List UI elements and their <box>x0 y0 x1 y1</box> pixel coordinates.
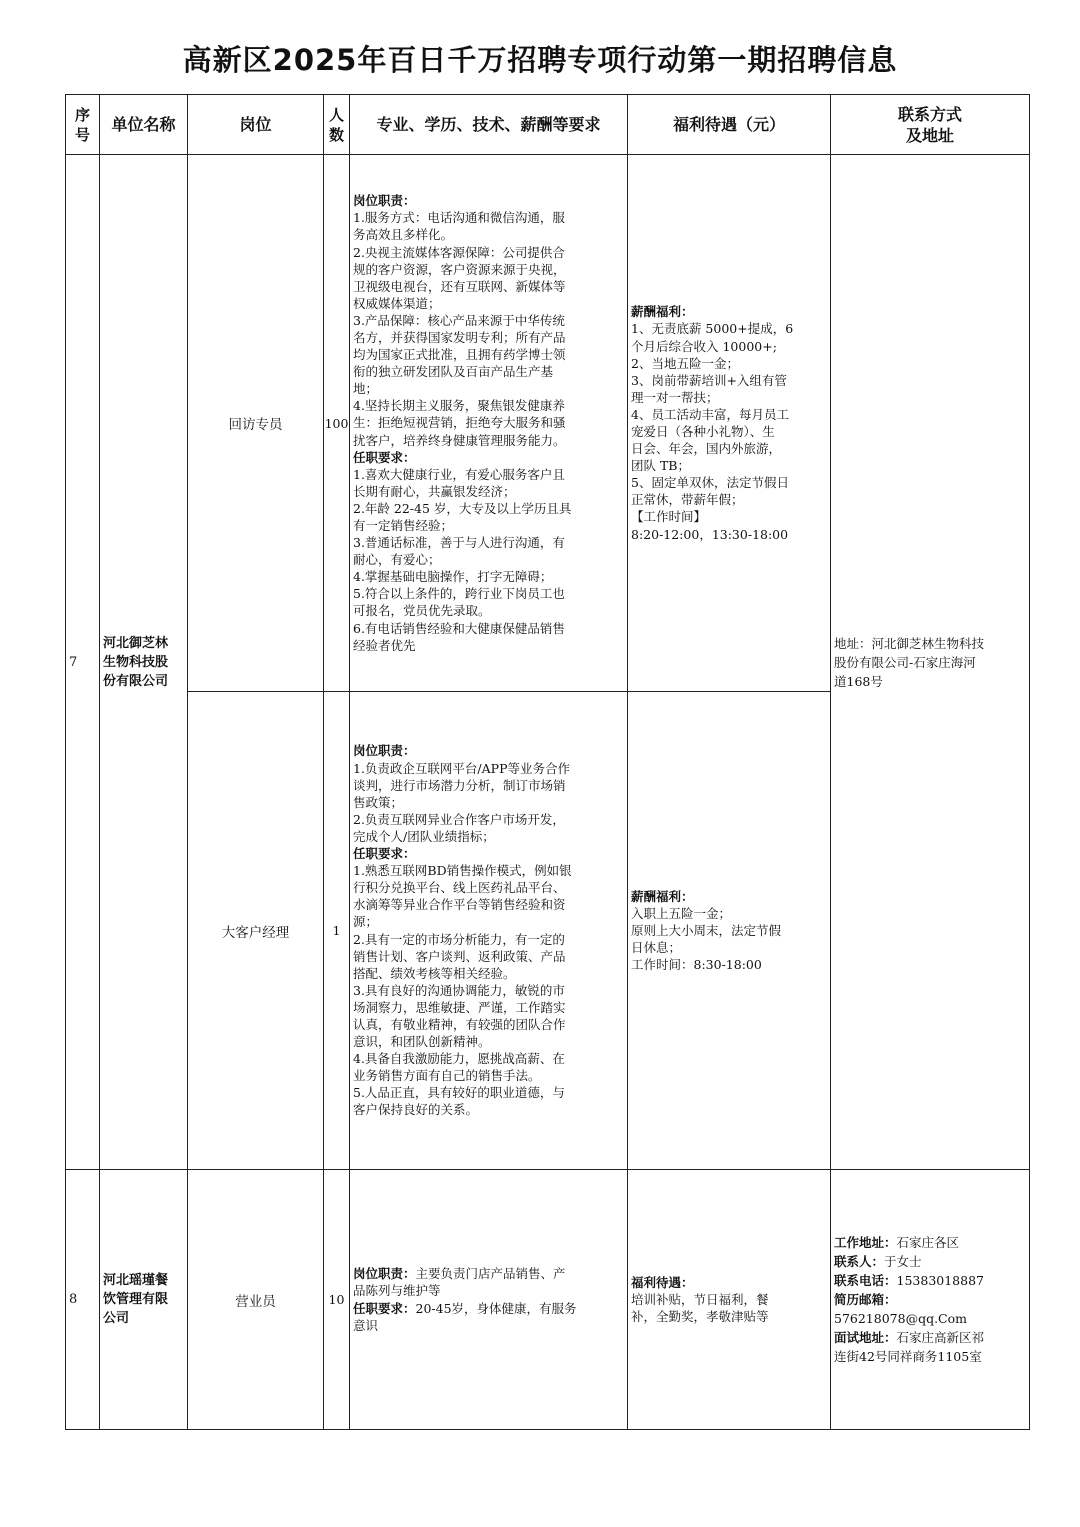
text-line: 个月后综合收入 10000+; <box>631 338 777 354</box>
interview-address-label: 面试地址： <box>834 1330 897 1345</box>
text-line: 正常休，带薪年假； <box>631 492 744 508</box>
text-line: 意识 <box>353 1317 379 1333</box>
position-title: 营业员 <box>188 1170 324 1430</box>
benefits-text <box>628 1170 831 1430</box>
text-line: 名方，并获得国家发明专利；所有产品 <box>353 329 566 345</box>
text-line: 任职要求：20-45岁，身体健康，有服务 <box>353 1300 577 1316</box>
text-line: 经验者优先 <box>353 637 416 653</box>
text-line: 任职要求： <box>353 846 416 862</box>
benefits-text <box>628 155 831 692</box>
text-line: 4.掌握基础电脑操作，打字无障碍； <box>353 569 553 585</box>
text-line: 意识，和团队创新精神。 <box>353 1034 491 1050</box>
position-count: 10 <box>324 1170 350 1430</box>
text-line: 3、岗前带薪培训+入组有管 <box>631 372 787 388</box>
text-line: 耐心，有爱心； <box>353 552 441 568</box>
text-line: 日休息； <box>631 940 682 956</box>
header-count: 人 数 <box>324 95 350 155</box>
requirements-text <box>350 155 628 692</box>
company-name: 河北瑶瑾餐 饮管理有限 公司 <box>100 1170 188 1430</box>
text-line: 5、固定单双休，法定节假日 <box>631 475 789 491</box>
contact-person-label: 联系人： <box>834 1254 885 1269</box>
header-row <box>66 95 1030 155</box>
requirements-text <box>350 692 628 1170</box>
text-line: 长期有耐心，共赢银发经济； <box>353 483 516 499</box>
text-line: 认真，有敬业精神，有较强的团队合作 <box>353 1016 566 1032</box>
position-title: 回访专员 <box>188 155 324 692</box>
text-line: 5.符合以上条件的，跨行业下岗员工也 <box>353 586 565 602</box>
text-line: 2.年龄 22-45 岁，大专及以上学历且具 <box>353 500 572 516</box>
header-position: 岗位 <box>188 95 324 155</box>
table-row <box>66 155 1030 692</box>
text-line: 2.负责互联网异业合作客户市场开发， <box>353 811 565 827</box>
text-line: 有一定销售经验； <box>353 518 454 534</box>
text-line: 理一对一帮扶； <box>631 389 719 405</box>
text-line: 地； <box>353 381 379 397</box>
interview-address-line: 连街42号同祥商务1105室 <box>834 1349 982 1364</box>
row-seq: 8 <box>66 1170 100 1430</box>
position-count: 100 <box>324 155 350 692</box>
text-line: 6.有电话销售经验和大健康保健品销售 <box>353 620 565 636</box>
text-line: 【工作时间】 <box>631 509 707 525</box>
text-line: 薪酬福利： <box>631 304 694 320</box>
text-line: 1.服务方式：电话沟通和微信沟通，服 <box>353 210 565 226</box>
text-line: 入职上五险一金； <box>631 905 732 921</box>
work-address-label: 工作地址： <box>834 1235 897 1250</box>
text-line: 1.熟悉互联网BD销售操作模式，例如银 <box>353 863 572 879</box>
text-line: 宠爱日（各种小礼物）、生 <box>631 424 775 439</box>
email-address: 576218078@qq.Com <box>834 1311 967 1326</box>
table-row <box>66 1170 1030 1430</box>
text-line: 均为国家正式批准，且拥有药学博士领 <box>353 347 566 363</box>
text-line: 日会、年会，国内外旅游， <box>631 441 782 457</box>
text-line: 1、无责底薪 5000+提成，6 <box>631 321 794 337</box>
benefits-text <box>628 692 831 1170</box>
text-line: 扰客户，培养终身健康管理服务能力。 <box>353 432 566 448</box>
text-line: 5.人品正直，具有较好的职业道德，与 <box>353 1085 565 1101</box>
interview-address-line: 石家庄高新区祁 <box>896 1330 985 1345</box>
header-contact: 联系方式 及地址 <box>831 95 1030 155</box>
text-line: 销售计划、客户谈判、返利政策、产品 <box>353 948 566 964</box>
text-line: 薪酬福利： <box>631 888 694 904</box>
text-line: 卫视级电视台，还有互联网、新媒体等 <box>353 278 566 294</box>
text-line: 行积分兑换平台、线上医药礼品平台、 <box>353 880 566 896</box>
text-line: 2.具有一定的市场分析能力，有一定的 <box>353 931 565 947</box>
text-line: 务高效且多样化。 <box>353 227 454 243</box>
text-line: 8:20-12:00，13:30-18:00 <box>631 526 789 542</box>
company-address: 地址：河北御芝林生物科技 股份有限公司-石家庄海河 道168号 <box>831 155 1030 1170</box>
text-line: 3.普通话标准，善于与人进行沟通，有 <box>353 535 565 551</box>
text-line: 3.具有良好的沟通协调能力，敏锐的市 <box>353 982 565 998</box>
text-line: 品陈列与维护等 <box>353 1283 441 1299</box>
text-line: 4.具备自我激励能力，愿挑战高薪、在 <box>353 1051 565 1067</box>
text-line: 2.央视主流媒体客源保障：公司提供合 <box>353 244 565 260</box>
position-title: 大客户经理 <box>188 692 324 1170</box>
text-line: 岗位职责： <box>353 743 416 759</box>
row-seq: 7 <box>66 155 100 1170</box>
text-line: 客户保持良好的关系。 <box>353 1102 479 1118</box>
text-line: 水滴筹等异业合作平台等销售经验和资 <box>353 897 566 913</box>
text-line: 衔的独立研发团队及百亩产品生产基 <box>353 364 554 380</box>
text-line: 源； <box>353 914 379 930</box>
email-label: 简历邮箱： <box>834 1292 897 1307</box>
header-requirements: 专业、学历、技术、薪酬等要求 <box>350 95 628 155</box>
contact-info <box>831 1170 1030 1430</box>
text-line: 4、员工活动丰富，每月员工 <box>631 406 789 422</box>
requirements-text <box>350 1170 628 1430</box>
page-title: 高新区2025年百日千万招聘专项行动第一期招聘信息 <box>182 43 898 77</box>
header-benefits: 福利待遇（元） <box>628 95 831 155</box>
text-line: 团队 TB； <box>631 458 690 474</box>
text-line: 生：拒绝短视营销，拒绝夸大服务和骚 <box>353 415 566 431</box>
text-line: 场洞察力，思维敏捷、严谨，工作踏实 <box>353 999 566 1015</box>
text-line: 岗位职责：主要负责门店产品销售、产 <box>353 1266 566 1282</box>
text-line: 岗位职责： <box>353 193 416 209</box>
work-address: 石家庄各区 <box>896 1235 960 1250</box>
text-line: 1.喜欢大健康行业，有爱心服务客户且 <box>353 466 565 482</box>
text-line: 补，全勤奖，孝敬津贴等 <box>631 1309 769 1325</box>
text-line: 规的客户资源，客户资源来源于央视， <box>353 261 566 277</box>
text-line: 原则上大小周末，法定节假 <box>631 922 782 938</box>
text-line: 可报名，党员优先录取。 <box>353 603 491 619</box>
text-line: 工作时间：8:30-18:00 <box>631 957 762 973</box>
text-line: 谈判，进行市场潜力分析，制订市场销 <box>353 777 566 793</box>
text-line: 培训补贴，节日福利，餐 <box>631 1291 769 1307</box>
text-line: 任职要求： <box>353 449 416 465</box>
text-line: 1.负责政企互联网平台/APP等业务合作 <box>353 760 570 776</box>
text-line: 福利待遇： <box>631 1274 694 1290</box>
company-name: 河北御芝林 生物科技股 份有限公司 <box>100 155 188 1170</box>
contact-person: 于女士 <box>884 1254 922 1269</box>
recruitment-table <box>65 94 1030 1430</box>
phone-number: 15383018887 <box>896 1273 984 1288</box>
text-line: 完成个人/团队业绩指标； <box>353 828 495 844</box>
header-company: 单位名称 <box>100 95 188 155</box>
text-line: 售政策； <box>353 794 404 810</box>
text-line: 权威媒体渠道； <box>353 295 441 311</box>
text-line: 业务销售方面有自己的销售手法。 <box>353 1068 541 1084</box>
header-seq: 序 号 <box>66 95 100 155</box>
text-line: 3.产品保障：核心产品来源于中华传统 <box>353 312 565 328</box>
position-count: 1 <box>324 692 350 1170</box>
text-line: 2、当地五险一金； <box>631 355 739 371</box>
phone-label: 联系电话： <box>834 1273 897 1288</box>
text-line: 搭配、绩效考核等相关经验。 <box>353 965 516 981</box>
text-line: 4.坚持长期主义服务，聚焦银发健康养 <box>353 398 565 414</box>
